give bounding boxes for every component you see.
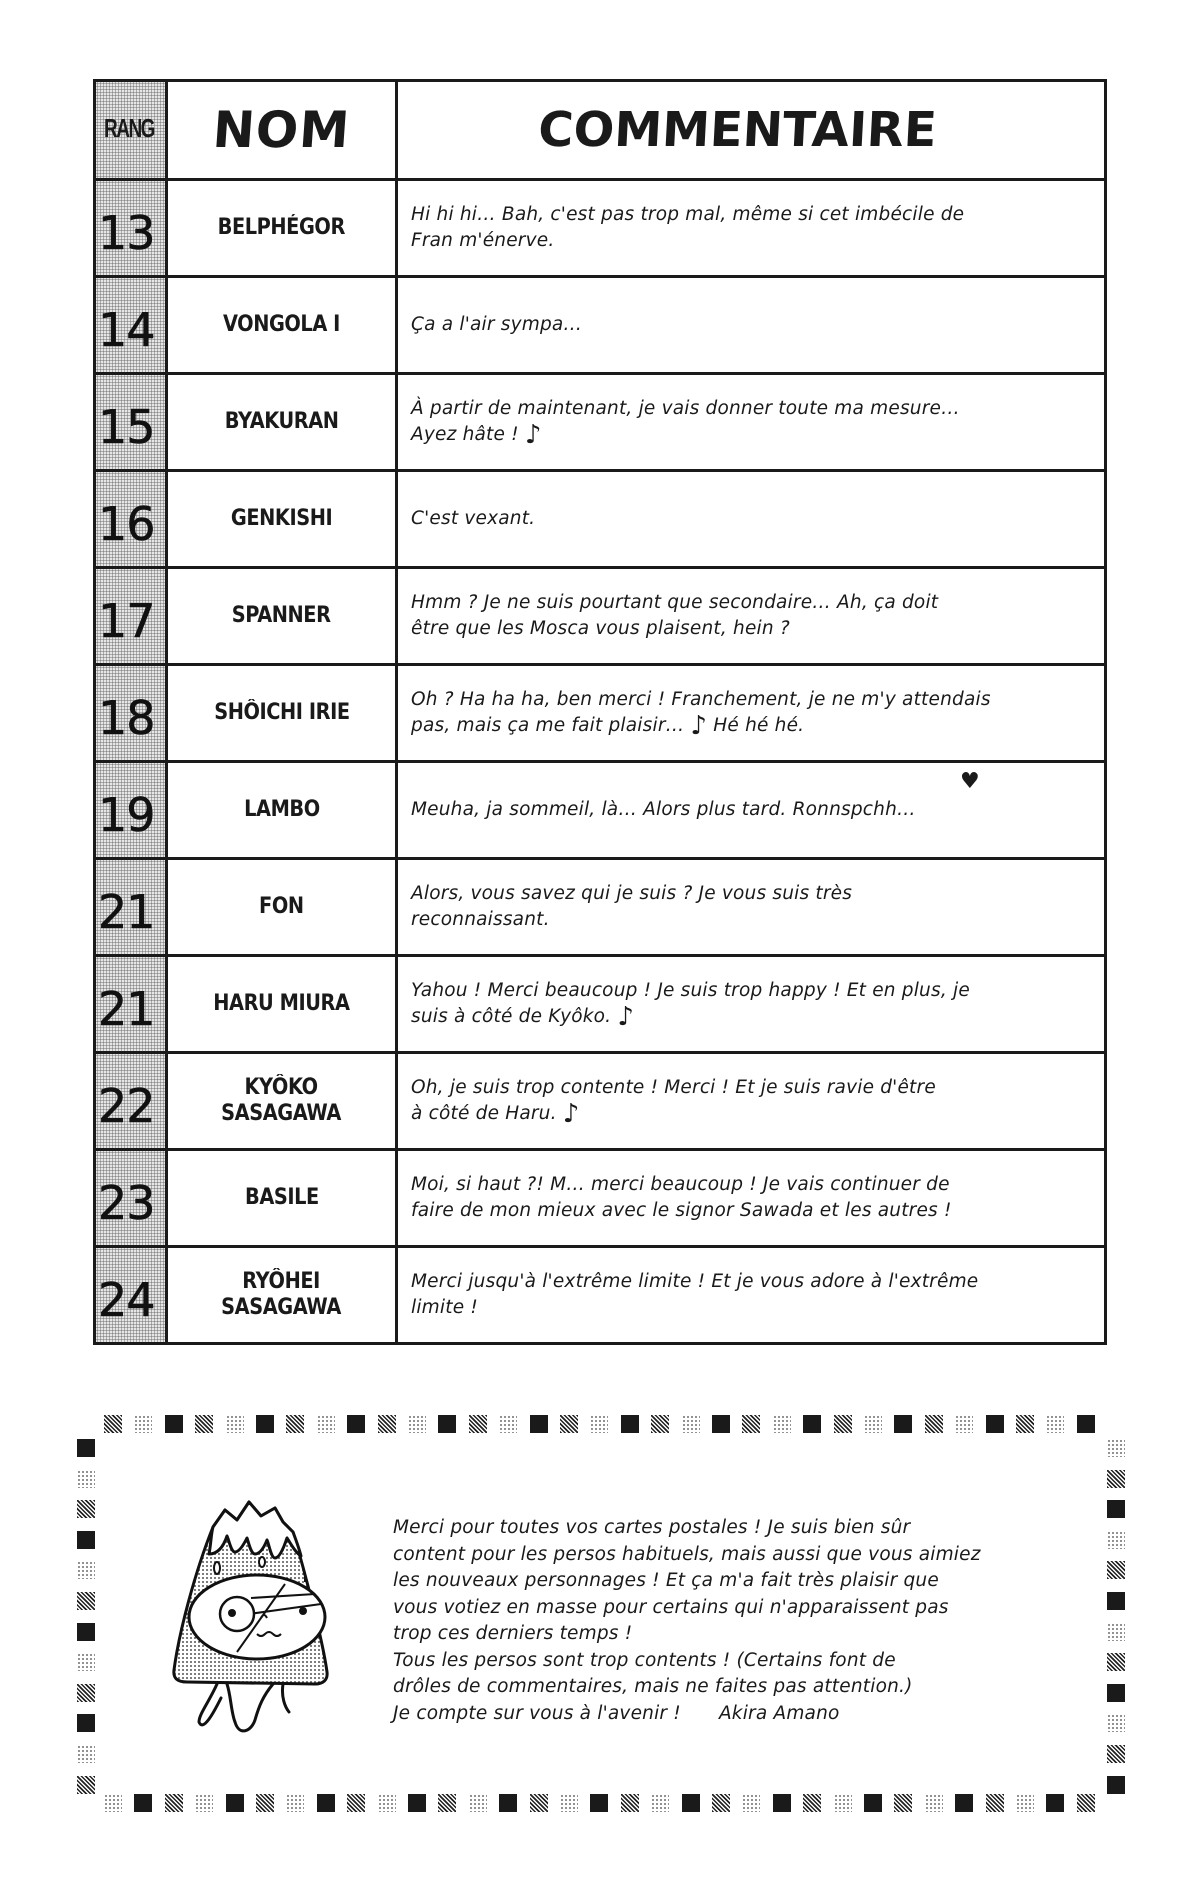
name-cell: [168, 278, 398, 372]
border-square: [1107, 1653, 1125, 1671]
border-square: [560, 1794, 578, 1812]
comment-line: Fran m'énerve.: [411, 230, 555, 251]
rank-number: 21: [98, 885, 155, 939]
border-square: [77, 1714, 95, 1732]
comment-line: limite !: [411, 1297, 478, 1318]
table-row: [96, 1245, 1104, 1342]
border-square: [195, 1794, 213, 1812]
border-square: [864, 1794, 882, 1812]
border-square: [894, 1794, 912, 1812]
rank-cell: [96, 1151, 168, 1245]
rank-number: 21: [98, 982, 155, 1036]
rank-cell: [96, 181, 168, 275]
rank-number: 15: [98, 400, 155, 454]
border-square: [1107, 1439, 1125, 1457]
border-square: [499, 1415, 517, 1433]
border-square: [1046, 1415, 1064, 1433]
border-square: [590, 1415, 608, 1433]
border-square: [1107, 1470, 1125, 1488]
comment-line: reconnaissant.: [411, 909, 550, 930]
border-square: [742, 1794, 760, 1812]
music-note-icon: ♪: [617, 1002, 635, 1032]
comment-line: Meuha, ja sommeil, là… Alors plus tard. Ronnspchh…: [411, 799, 916, 820]
border-square: [195, 1415, 213, 1433]
border-square: [834, 1794, 852, 1812]
border-square: [530, 1794, 548, 1812]
border-square: [590, 1794, 608, 1812]
character-name: KYÔKO SASAGAWA: [221, 1075, 342, 1126]
border-square: [682, 1415, 700, 1433]
rank-number: 18: [98, 691, 155, 745]
border-square: [1107, 1500, 1125, 1518]
comment-line: Ayez hâte ! ♪: [411, 420, 542, 450]
border-square: [77, 1500, 95, 1518]
border-square: [803, 1415, 821, 1433]
border-square: [165, 1415, 183, 1433]
rank-number: 24: [98, 1273, 155, 1327]
border-square: [1046, 1794, 1064, 1812]
border-square: [104, 1794, 122, 1812]
border-square: [1107, 1623, 1125, 1641]
comment-line: Alors, vous savez qui je suis ? Je vous suis très: [411, 883, 853, 904]
border-square: [1107, 1531, 1125, 1549]
music-note-icon: ♪: [690, 711, 708, 741]
comment-line: Ça a l'air sympa…: [411, 314, 583, 335]
border-square: [408, 1794, 426, 1812]
border-square: [1107, 1776, 1125, 1794]
border-square: [1077, 1415, 1095, 1433]
header-rank: RANG: [104, 115, 154, 144]
border-square: [469, 1415, 487, 1433]
border-square: [226, 1415, 244, 1433]
border-square: [773, 1415, 791, 1433]
comment-cell: [398, 666, 1104, 760]
table-row: [96, 663, 1104, 760]
comment-text: [411, 881, 852, 933]
border-square: [803, 1794, 821, 1812]
comment-line: suis à côté de Kyôko. ♪: [411, 1002, 635, 1032]
comment-line: à côté de Haru. ♪: [411, 1099, 580, 1129]
rank-cell: [96, 957, 168, 1051]
comment-text: [411, 797, 916, 823]
character-name: SPANNER: [232, 603, 331, 628]
comment-line: C'est vexant.: [411, 508, 536, 529]
border-square: [438, 1794, 456, 1812]
table-row: [96, 954, 1104, 1051]
rank-cell: [96, 1248, 168, 1342]
header-name-cell: [168, 82, 398, 178]
comment-cell: [398, 569, 1104, 663]
rank-cell: [96, 375, 168, 469]
comment-cell: [398, 860, 1104, 954]
comment-text: [411, 312, 582, 338]
comment-line: Merci jusqu'à l'extrême limite ! Et je vous adore à l'extrême: [411, 1271, 979, 1292]
character-name: HARU MIURA: [213, 991, 350, 1016]
name-cell: [168, 957, 398, 1051]
border-square: [560, 1415, 578, 1433]
border-square: [621, 1415, 639, 1433]
comment-cell: [398, 1054, 1104, 1148]
comment-cell: [398, 763, 1104, 857]
comment-cell: [398, 278, 1104, 372]
comment-line: être que les Mosca vous plaisent, hein ?: [411, 618, 790, 639]
header-comment: COMMENTAIRE: [536, 102, 939, 158]
author-message: [393, 1515, 1093, 1727]
character-name: LAMBO: [243, 797, 320, 822]
name-cell: [168, 666, 398, 760]
table-body: [96, 178, 1104, 1342]
border-square: [317, 1794, 335, 1812]
header-name: NOM: [210, 101, 353, 159]
message-line: drôles de commentaires, mais ne faites pas attention.): [393, 1676, 913, 1697]
border-square: [104, 1415, 122, 1433]
comment-text: [411, 396, 960, 448]
border-square: [742, 1415, 760, 1433]
border-square: [773, 1794, 791, 1812]
table-row: [96, 1148, 1104, 1245]
comment-text: [411, 1269, 978, 1321]
border-square: [1107, 1714, 1125, 1732]
border-square: [77, 1776, 95, 1794]
border-square: [955, 1415, 973, 1433]
name-cell: [168, 569, 398, 663]
border-square: [955, 1794, 973, 1812]
border-square: [925, 1415, 943, 1433]
border-square: [1077, 1794, 1095, 1812]
comment-text: [411, 978, 970, 1030]
rank-cell: [96, 472, 168, 566]
name-cell: [168, 860, 398, 954]
ranking-table: [93, 79, 1107, 1345]
border-square: [77, 1531, 95, 1549]
border-square: [651, 1794, 669, 1812]
border-square: [864, 1415, 882, 1433]
comment-text: [411, 1172, 952, 1224]
border-square: [77, 1439, 95, 1457]
volcano-mascot-icon: [165, 1492, 335, 1737]
border-square: [925, 1794, 943, 1812]
rank-number: 19: [98, 788, 155, 842]
comment-line: pas, mais ça me fait plaisir… ♪ Hé hé hé.: [411, 711, 805, 741]
message-line: trop ces derniers temps !: [393, 1623, 633, 1644]
border-square: [347, 1794, 365, 1812]
message-line: vous votiez en masse pour certains qui n'apparaissent pas: [393, 1596, 949, 1618]
heart-icon: ♥: [960, 769, 980, 794]
border-square: [894, 1415, 912, 1433]
comment-cell: [398, 472, 1104, 566]
comment-line: À partir de maintenant, je vais donner toute ma mesure…: [411, 398, 960, 419]
character-name: FON: [259, 894, 304, 919]
border-square: [347, 1415, 365, 1433]
comment-text: [411, 687, 991, 739]
message-line: Tous les persos sont trop contents ! (Certains font de: [393, 1649, 896, 1671]
table-row: [96, 566, 1104, 663]
border-square: [408, 1415, 426, 1433]
comment-text: [411, 590, 938, 642]
comment-cell: [398, 375, 1104, 469]
border-square: [1107, 1561, 1125, 1579]
border-square: [256, 1794, 274, 1812]
border-square: [682, 1794, 700, 1812]
rank-cell: [96, 1054, 168, 1148]
table-row: [96, 275, 1104, 372]
message-line: Merci pour toutes vos cartes postales ! Je suis bien sûr: [393, 1517, 911, 1538]
border-square: [712, 1415, 730, 1433]
border-square: [834, 1415, 852, 1433]
table-row: [96, 857, 1104, 954]
border-square: [530, 1415, 548, 1433]
border-square: [226, 1794, 244, 1812]
name-cell: [168, 375, 398, 469]
border-square: [1107, 1745, 1125, 1763]
border-square: [1107, 1592, 1125, 1610]
rank-number: 23: [98, 1176, 155, 1230]
rank-cell: [96, 569, 168, 663]
table-row: [96, 178, 1104, 275]
message-line: content pour les persos habituels, mais aussi que vous aimiez: [393, 1543, 981, 1565]
border-square: [317, 1415, 335, 1433]
header-comment-cell: [398, 82, 1104, 178]
border-square: [77, 1653, 95, 1671]
comment-cell: [398, 957, 1104, 1051]
border-square: [134, 1415, 152, 1433]
header-rank-cell: [96, 82, 168, 178]
comment-line: Hmm ? Je ne suis pourtant que secondaire… Ah, ça doit: [411, 592, 939, 613]
border-square: [378, 1794, 396, 1812]
border-square: [77, 1623, 95, 1641]
comment-cell: [398, 1248, 1104, 1342]
message-line: les nouveaux personnages ! Et ça m'a fait très plaisir que: [393, 1570, 939, 1591]
border-square: [986, 1794, 1004, 1812]
comment-line: Moi, si haut ?! M… merci beaucoup ! Je vais continuer de: [411, 1174, 950, 1195]
name-cell: [168, 1151, 398, 1245]
character-name: BELPHÉGOR: [217, 215, 346, 240]
table-row: [96, 760, 1104, 857]
rank-cell: [96, 763, 168, 857]
character-name: GENKISHI: [230, 506, 333, 531]
music-note-icon: ♪: [562, 1099, 580, 1129]
comment-text: [411, 202, 964, 254]
border-square: [1107, 1684, 1125, 1702]
border-square: [1016, 1794, 1034, 1812]
comment-line: Yahou ! Merci beaucoup ! Je suis trop happy ! Et en plus, je: [411, 980, 970, 1001]
table-row: [96, 372, 1104, 469]
author-signature: Akira Amano: [718, 1702, 840, 1724]
border-square: [77, 1745, 95, 1763]
character-name: VONGOLA I: [223, 312, 340, 337]
border-square: [651, 1415, 669, 1433]
comment-cell: [398, 181, 1104, 275]
border-square: [712, 1794, 730, 1812]
rank-number: 13: [98, 206, 155, 260]
border-square: [256, 1415, 274, 1433]
comment-line: Oh, je suis trop contente ! Merci ! Et je suis ravie d'être: [411, 1077, 936, 1098]
border-square: [986, 1415, 1004, 1433]
border-square: [165, 1794, 183, 1812]
character-name: RYÔHEI SASAGAWA: [221, 1269, 342, 1320]
name-cell: [168, 763, 398, 857]
border-square: [77, 1470, 95, 1488]
table-header-row: [96, 82, 1104, 178]
border-square: [499, 1794, 517, 1812]
table-row: [96, 469, 1104, 566]
music-note-icon: ♪: [524, 420, 542, 450]
border-square: [77, 1684, 95, 1702]
border-square: [378, 1415, 396, 1433]
border-square: [438, 1415, 456, 1433]
rank-number: 22: [98, 1079, 155, 1133]
rank-number: 14: [98, 303, 155, 357]
border-square: [77, 1592, 95, 1610]
character-name: BYAKURAN: [224, 409, 339, 434]
comment-text: [411, 1075, 936, 1127]
border-square: [286, 1794, 304, 1812]
table-row: [96, 1051, 1104, 1148]
border-square: [134, 1794, 152, 1812]
border-square: [77, 1561, 95, 1579]
name-cell: [168, 472, 398, 566]
rank-cell: [96, 666, 168, 760]
rank-cell: [96, 860, 168, 954]
comment-cell: [398, 1151, 1104, 1245]
name-cell: [168, 181, 398, 275]
border-square: [621, 1794, 639, 1812]
rank-cell: [96, 278, 168, 372]
character-name: BASILE: [244, 1185, 319, 1210]
border-square: [1016, 1415, 1034, 1433]
border-square: [286, 1415, 304, 1433]
comment-text: [411, 506, 535, 532]
comment-line: faire de mon mieux avec le signor Sawada et les autres !: [411, 1200, 952, 1221]
message-line: Je compte sur vous à l'avenir ! Akira Amano: [393, 1702, 840, 1724]
character-name: SHÔICHI IRIE: [213, 700, 350, 725]
comment-line: Oh ? Ha ha ha, ben merci ! Franchement, je ne m'y attendais: [411, 689, 991, 710]
name-cell: [168, 1054, 398, 1148]
name-cell: [168, 1248, 398, 1342]
rank-number: 17: [98, 594, 155, 648]
rank-number: 16: [98, 497, 155, 551]
comment-line: Hi hi hi… Bah, c'est pas trop mal, même si cet imbécile de: [411, 204, 965, 225]
border-square: [469, 1794, 487, 1812]
